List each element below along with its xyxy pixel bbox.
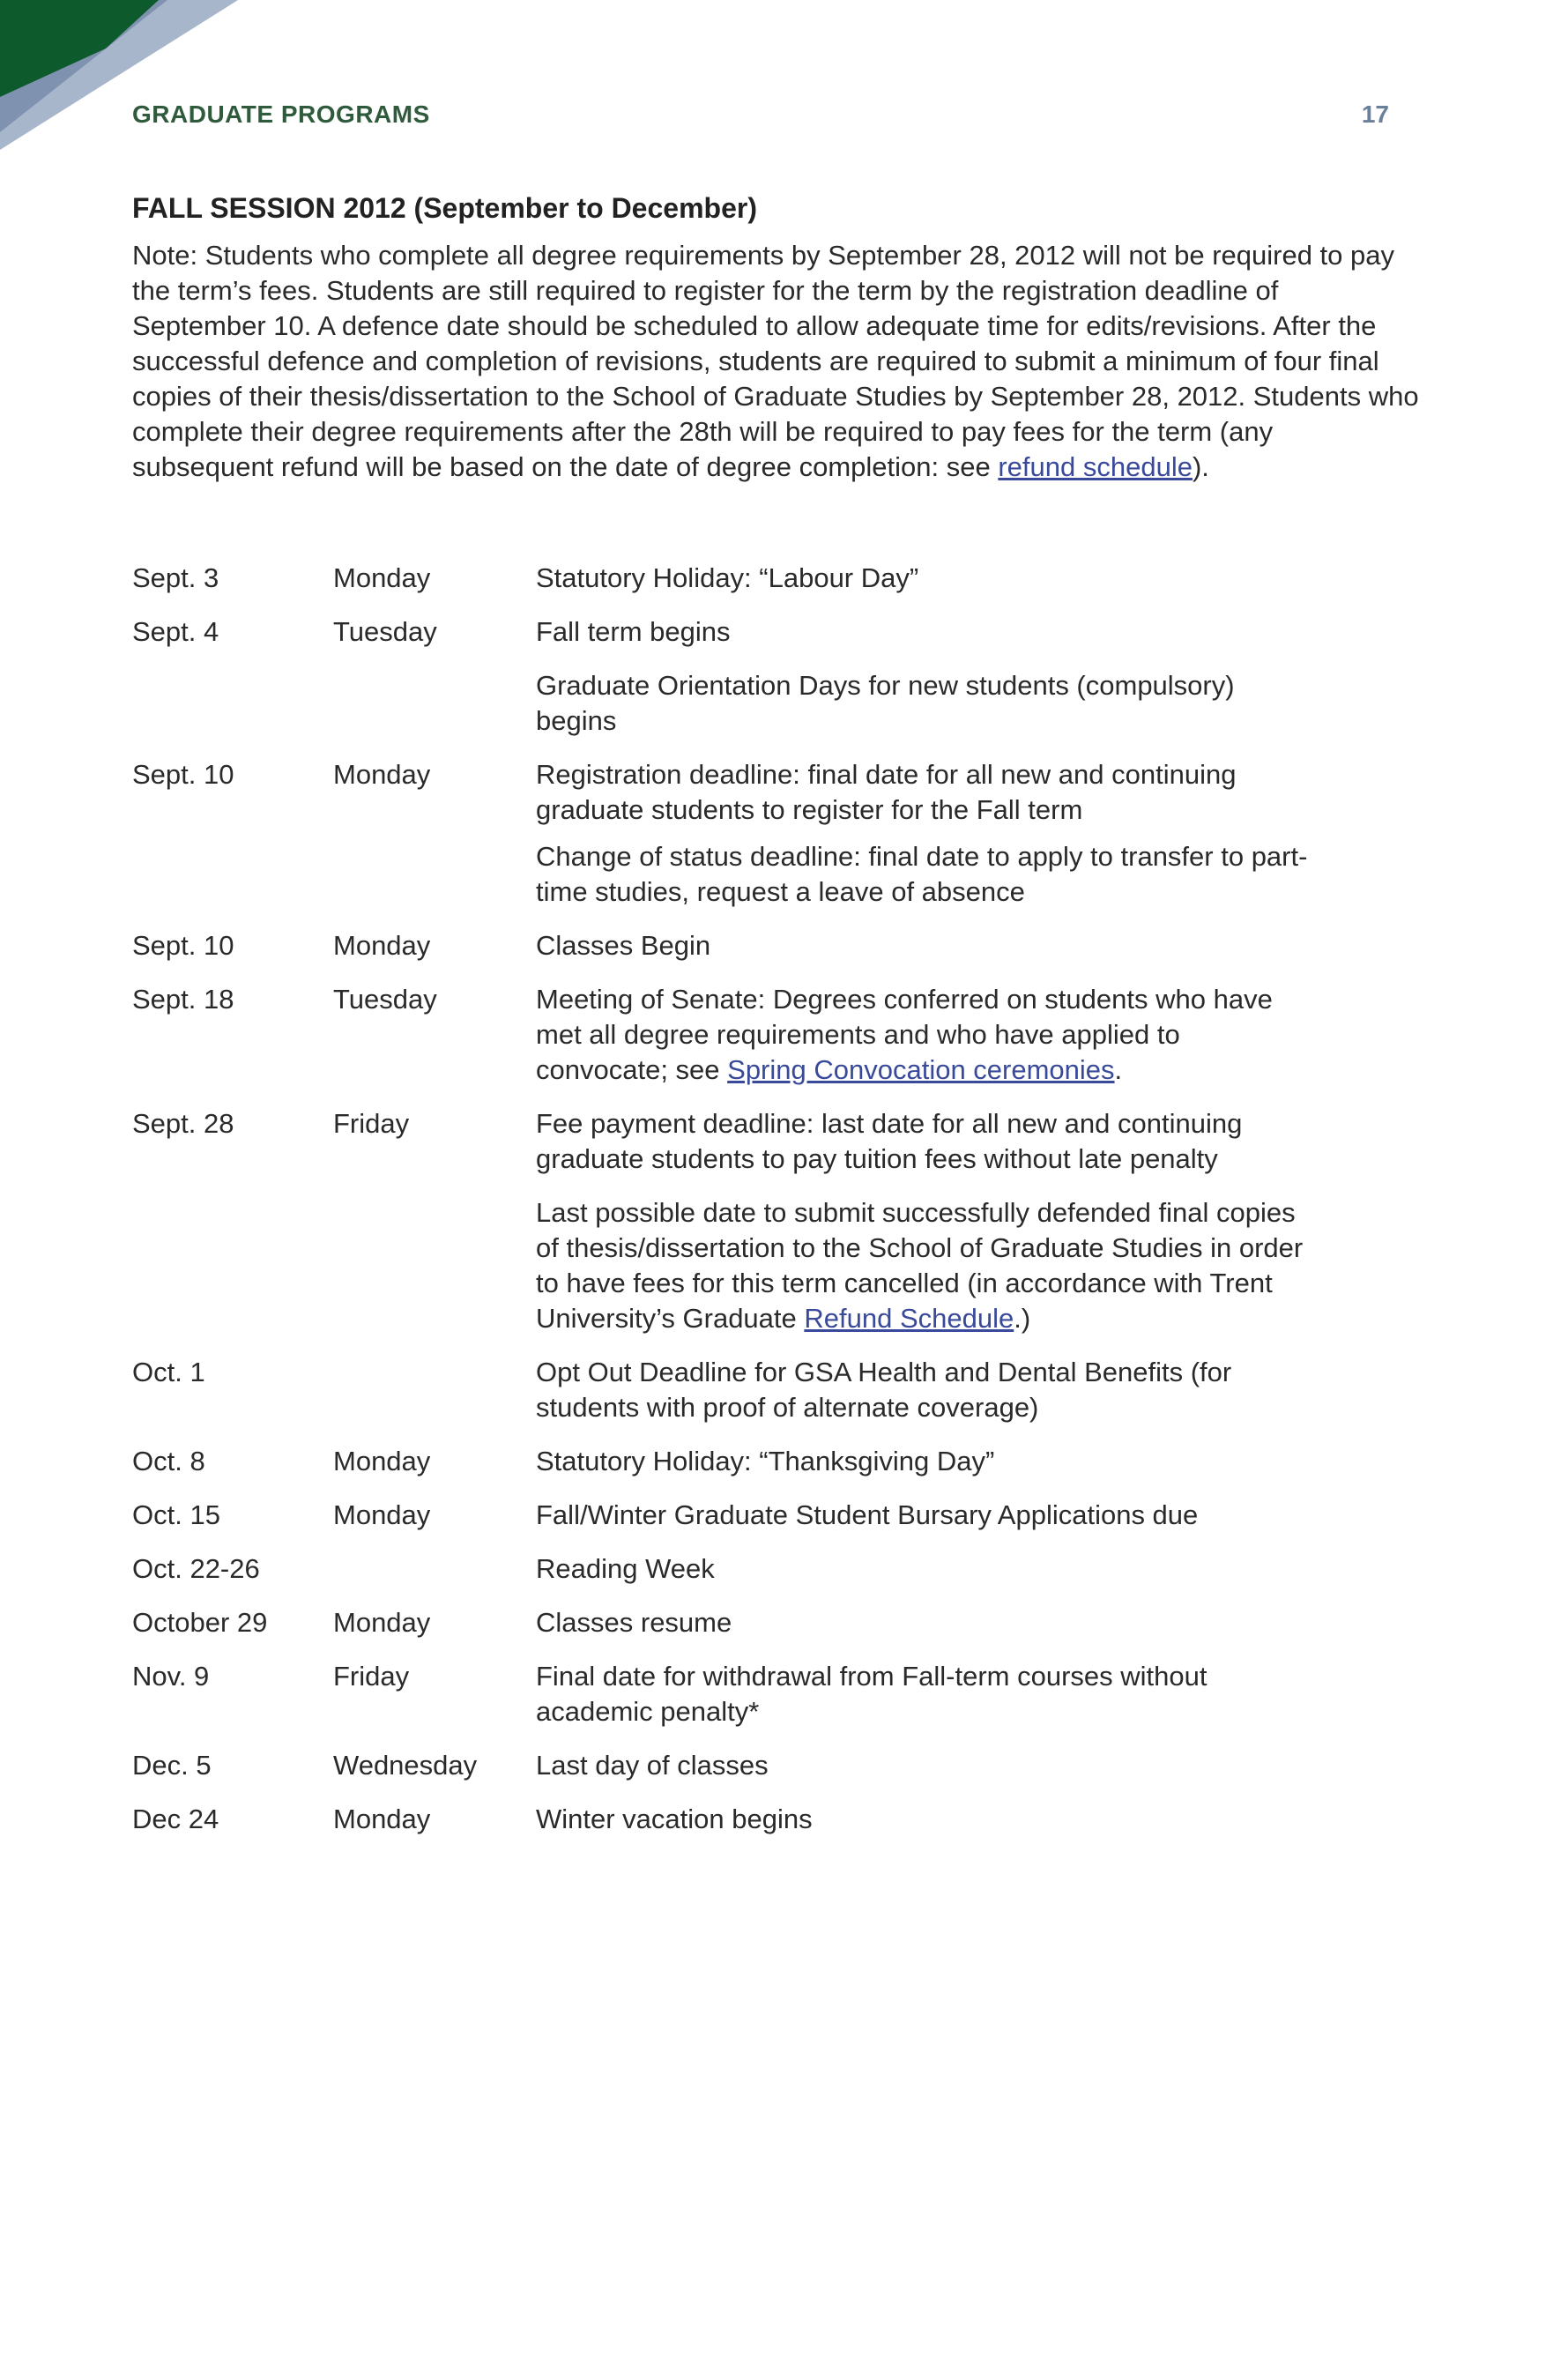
note-text-end: ).: [1192, 451, 1209, 482]
schedule-row: [132, 1551, 1419, 1587]
schedule-row: [132, 561, 1419, 596]
schedule-row: [132, 1444, 1419, 1479]
note-text: Note: Students who complete all degree requirements by September 28, 2012 will not be required to pay the term’s fees. Students are still required to register for the term by the registration deadline of September 10. A defence date should be scheduled to allow adequate time for edits/revisions. After the successful defence and completion of revisions, students are required to submit a minimum of four final copies of their thesis/dissertation to the School of Graduate Studies by September 28, 2012. Students who complete their degree requirements after the 28th will be required to pay fees for the term (any subsequent refund will be based on the date of degree completion: see: [132, 240, 1419, 482]
schedule-description: Classes resume: [536, 1607, 732, 1638]
schedule-description: Fee payment deadline: last date for all new and continuing graduate students to pay tuition fees without late penalty: [536, 1108, 1243, 1174]
schedule-description: Fall/Winter Graduate Student Bursary Applications due: [536, 1499, 1199, 1530]
schedule-date: Dec 24: [132, 1804, 219, 1834]
refund-schedule-link[interactable]: refund schedule: [998, 451, 1193, 482]
schedule-date: Oct. 1: [132, 1357, 205, 1387]
schedule-day: Monday: [333, 1446, 431, 1476]
schedule-description: [536, 982, 1312, 1088]
schedule-description: Statutory Holiday: “Thanksgiving Day”: [536, 1446, 995, 1476]
schedule-row: [132, 839, 1419, 910]
schedule-date: [132, 1195, 333, 1336]
corner-decoration: [0, 0, 247, 159]
schedule-description: [536, 1195, 1312, 1336]
schedule-day: [333, 1551, 536, 1587]
schedule-description: Graduate Orientation Days for new students (compulsory) begins: [536, 670, 1235, 736]
schedule-description-text: Meeting of Senate: Degrees conferred on students who have met all degree requirements and who have applied to convocate; see: [536, 984, 1273, 1085]
schedule-row: [132, 668, 1419, 739]
schedule-row: [132, 982, 1419, 1088]
schedule-description-text: Last possible date to submit successfully defended final copies of thesis/dissertation to the School of Graduate Studies in order to have fees for this term cancelled (in accordance with Trent University’s Graduate: [536, 1197, 1304, 1334]
schedule-row: [132, 757, 1419, 828]
header-section-label: GRADUATE PROGRAMS: [132, 100, 430, 128]
schedule-day: [333, 668, 536, 739]
schedule-description: Winter vacation begins: [536, 1804, 813, 1834]
schedule-date: [132, 839, 333, 910]
schedule-day: [333, 839, 536, 910]
schedule-date: Oct. 22-26: [132, 1553, 260, 1584]
schedule-date: Nov. 9: [132, 1661, 210, 1692]
schedule-row: [132, 1802, 1419, 1837]
schedule-date: Dec. 5: [132, 1750, 212, 1781]
schedule-day: Monday: [333, 930, 431, 961]
schedule-day: Friday: [333, 1661, 410, 1692]
page-number: 17: [1361, 100, 1389, 128]
refund-schedule-link-2[interactable]: Refund Schedule: [804, 1303, 1014, 1334]
schedule-row: [132, 1748, 1419, 1783]
schedule-description: Registration deadline: final date for all new and continuing graduate students to register for the Fall term: [536, 759, 1237, 825]
schedule-date: October 29: [132, 1607, 268, 1638]
schedule-date: Sept. 10: [132, 930, 234, 961]
schedule-date: Sept. 28: [132, 1108, 234, 1139]
section-title: FALL SESSION 2012 (September to December): [132, 192, 757, 224]
schedule-day: [333, 1195, 536, 1336]
schedule-date: Sept. 10: [132, 759, 234, 790]
note-paragraph: [132, 238, 1419, 485]
spring-convocation-link[interactable]: Spring Convocation ceremonies: [727, 1054, 1115, 1085]
schedule-date: Oct. 8: [132, 1446, 205, 1476]
schedule-row: [132, 614, 1419, 650]
schedule-description-end: .): [1014, 1303, 1031, 1334]
schedule-date: [132, 668, 333, 739]
schedule-row: [132, 1355, 1419, 1425]
schedule-day: Tuesday: [333, 616, 437, 647]
schedule-day: Tuesday: [333, 984, 437, 1015]
schedule-row: [132, 1106, 1419, 1177]
schedule-description: Reading Week: [536, 1553, 715, 1584]
schedule-day: [333, 1355, 536, 1425]
schedule-row: [132, 928, 1419, 963]
schedule-row: [132, 1605, 1419, 1640]
schedule-description: Final date for withdrawal from Fall-term courses without academic penalty*: [536, 1661, 1207, 1727]
schedule-day: Monday: [333, 562, 431, 593]
schedule-day: Monday: [333, 1499, 431, 1530]
schedule-date: Oct. 15: [132, 1499, 220, 1530]
schedule-description: Change of status deadline: final date to apply to transfer to part-time studies, request a leave of absence: [536, 841, 1308, 907]
schedule-description: Opt Out Deadline for GSA Health and Dental Benefits (for students with proof of alternate coverage): [536, 1357, 1232, 1423]
schedule-date: Sept. 4: [132, 616, 219, 647]
schedule-day: Monday: [333, 759, 431, 790]
schedule-table: [132, 561, 1419, 1856]
schedule-description: Fall term begins: [536, 616, 731, 647]
schedule-row: [132, 1498, 1419, 1533]
schedule-day: Monday: [333, 1804, 431, 1834]
schedule-row: [132, 1195, 1419, 1336]
schedule-row: [132, 1659, 1419, 1729]
schedule-description: Last day of classes: [536, 1750, 769, 1781]
schedule-date: Sept. 3: [132, 562, 219, 593]
schedule-day: Monday: [333, 1607, 431, 1638]
schedule-date: Sept. 18: [132, 984, 234, 1015]
schedule-description: Classes Begin: [536, 930, 711, 961]
schedule-day: Friday: [333, 1108, 410, 1139]
schedule-description: Statutory Holiday: “Labour Day”: [536, 562, 919, 593]
schedule-description-end: .: [1114, 1054, 1123, 1085]
schedule-day: Wednesday: [333, 1750, 478, 1781]
